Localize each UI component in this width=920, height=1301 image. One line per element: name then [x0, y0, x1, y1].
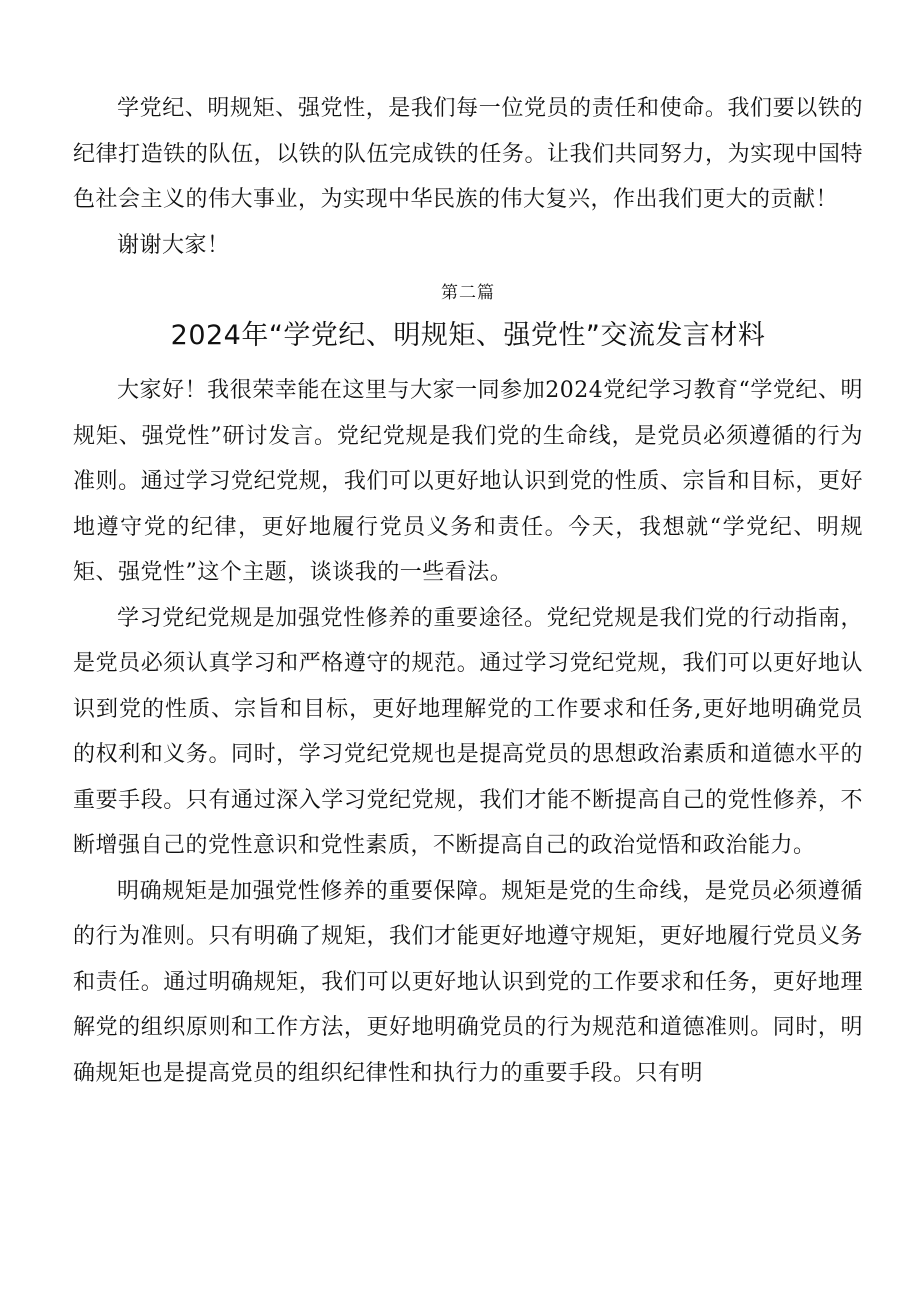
document-title: 2024年“学党纪、明规矩、强党性”交流发言材料: [170, 320, 766, 351]
body-paragraph-2: 学习党纪党规是加强党性修养的重要途径。党纪党规是我们党的行动指南，是党员必须认真学习和严格遵守的规范。通过学习党纪党规，我们可以更好地认识到党的性质、宗旨和目标，更好地理解党的工作要求和任务,更好地明确党员的权利和义务。同时，学习党纪党规也是提高党员的思想政治素质和道德水平的重要手段。只有通过深入学习党纪党规，我们才能不断提高自己的党性修养，不断增强自己的党性意识和党性素质，不断提高自己的政治觉悟和政治能力。: [73, 605, 863, 858]
body-paragraph-1: 大家好！我很荣幸能在这里与大家一同参加2024党纪学习教育“学党纪、明规矩、强党性”研讨发言。党纪党规是我们党的生命线，是党员必须遵循的行为准则。通过学习党纪党规，我们可以更好地认识到党的性质、宗旨和目标，更好地遵守党的纪律，更好地履行党员义务和责任。今天，我想就“学党纪、明规矩、强党性”这个主题，谈谈我的一些看法。: [73, 378, 863, 585]
thanks-line: 谢谢大家！: [117, 232, 230, 258]
body-paragraph-3: 明确规矩是加强党性修养的重要保障。规矩是党的生命线，是党员必须遵循的行为准则。只有明确了规矩，我们才能更好地遵守规矩，更好地履行党员义务和责任。通过明确规矩，我们可以更好地认识到党的工作要求和任务，更好地理解党的组织原则和工作方法，更好地明确党员的行为规范和道德准则。同时，明确规矩也是提高党员的组织纪律性和执行力的重要手段。只有明: [73, 878, 863, 1086]
closing-paragraph: 学党纪、明规矩、强党性，是我们每一位党员的责任和使命。我们要以铁的纪律打造铁的队伍，以铁的队伍完成铁的任务。让我们共同努力，为实现中国特色社会主义的伟大事业，为实现中华民族的伟大复兴，作出我们更大的贡献！: [73, 96, 863, 212]
section-label: 第二篇: [441, 283, 495, 303]
document-page: [73, 86, 863, 1096]
